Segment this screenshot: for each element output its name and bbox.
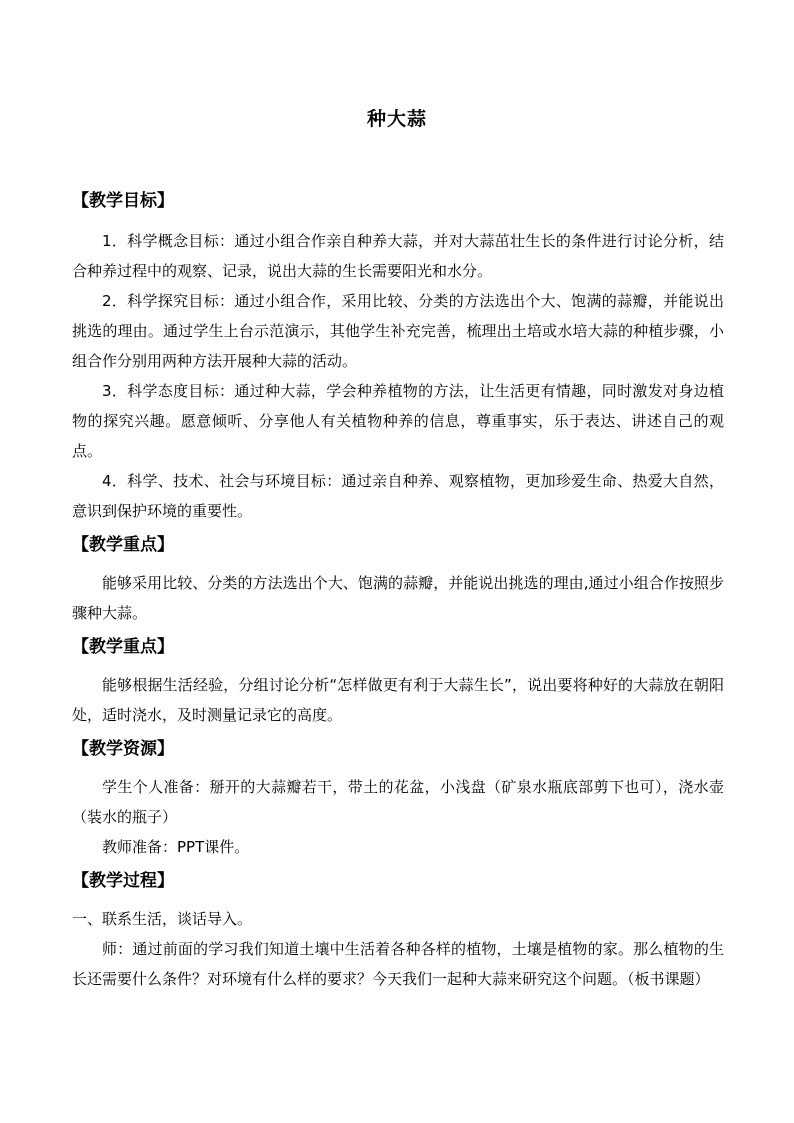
section-heading-key-points-2: 【教学重点】	[72, 637, 174, 657]
document-body	[72, 186, 724, 994]
objective-item-3: 3．科学态度目标：通过种大蒜，学会种养植物的方法，让生活更有情趣，同时激发对身边植物的探究兴趣。愿意倾听、分享他人有关植物种养的信息，尊重事实，乐于表达、讲述自己的观点。	[72, 382, 724, 460]
key-points-text: 能够采用比较、分类的方法选出个大、饱满的蒜瓣，并能说出挑选的理由,通过小组合作按照步骤种大蒜。	[72, 574, 724, 622]
objective-item-2: 2．科学探究目标：通过小组合作，采用比较、分类的方法选出个大、饱满的蒜瓣，并能说出挑选的理由。通过学生上台示范演示，其他学生补充完善，梳理出土培或水培大蒜的种植步骤，小组合作分别用两种方法开展种大蒜的活动。	[72, 292, 724, 370]
key-points-2-text: 能够根据生活经验，分组讨论分析“怎样做更有利于大蒜生长”，说出要将种好的大蒜放在朝阳处，适时浇水，及时测量记录它的高度。	[72, 676, 724, 724]
section-heading-key-points: 【教学重点】	[72, 535, 174, 555]
objective-item-4: 4．科学、技术、社会与环境目标：通过亲自种养、观察植物，更加珍爱生命、热爱大自然，意识到保护环境的重要性。	[72, 472, 724, 520]
section-heading-objectives: 【教学目标】	[72, 191, 174, 211]
document-title: 种大蒜	[366, 108, 427, 130]
section-heading-resources: 【教学资源】	[72, 739, 174, 759]
process-step-1: 一、联系生活，谈话导入。	[72, 910, 253, 928]
section-heading-process: 【教学过程】	[72, 871, 174, 891]
objective-item-1: 1．科学概念目标：通过小组合作亲自种养大蒜，并对大蒜茁壮生长的条件进行讨论分析，结合种养过程中的观察、记录，说出大蒜的生长需要阳光和水分。	[72, 232, 724, 280]
resources-teacher: 教师准备：PPT课件。	[102, 838, 250, 856]
resources-student: 学生个人准备：掰开的大蒜瓣若干，带土的花盆，小浅盘（矿泉水瓶底部剪下也可），浇水壶（装水的瓶子）	[72, 778, 724, 826]
process-text: 师：通过前面的学习我们知道土壤中生活着各种各样的植物，土壤是植物的家。那么植物的生长还需要什么条件？对环境有什么样的要求？今天我们一起种大蒜来研究这个问题。（板书课题）	[72, 940, 724, 988]
